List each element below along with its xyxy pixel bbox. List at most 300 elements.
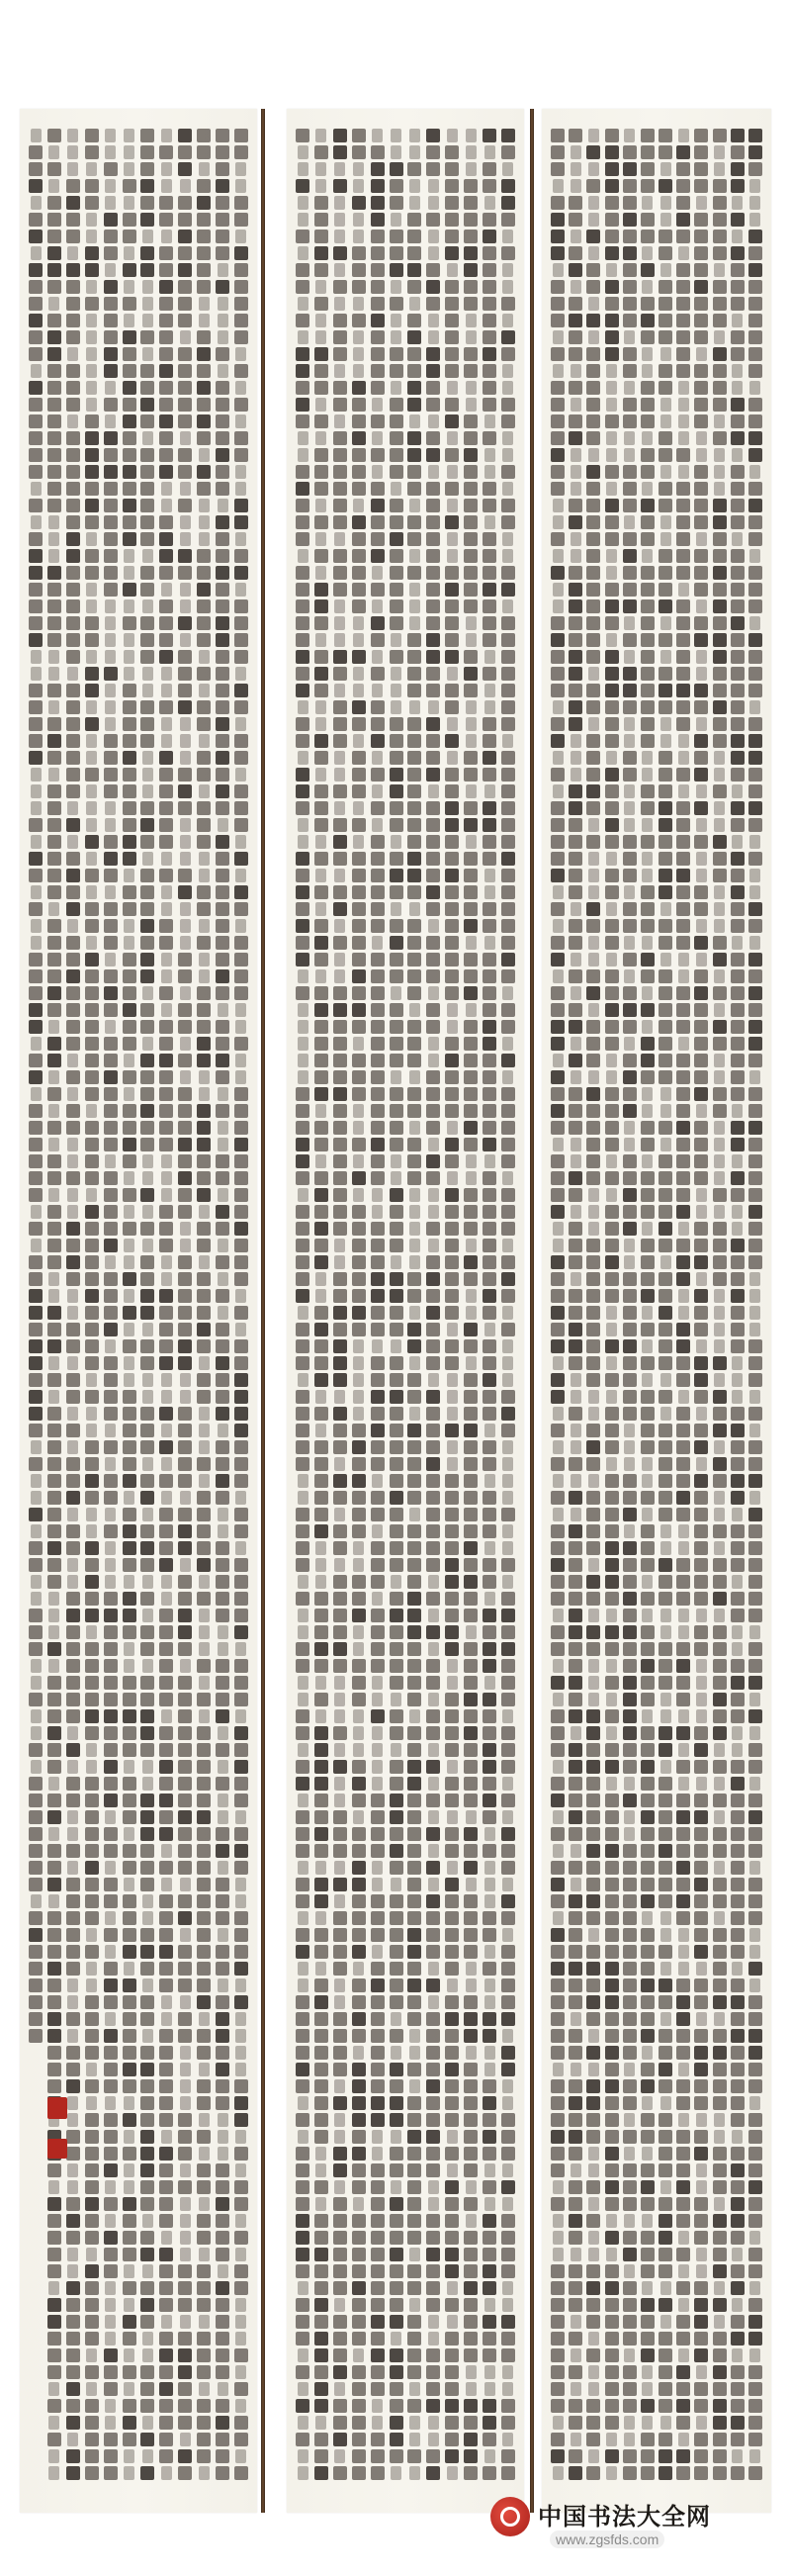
ink-glyph-mark: [352, 515, 366, 529]
ink-glyph-mark: [216, 2046, 229, 2060]
ink-glyph-mark: [641, 1894, 655, 1908]
ink-glyph-mark: [641, 1810, 655, 1824]
ink-glyph-mark: [569, 1625, 582, 1639]
ink-glyph-mark: [314, 986, 328, 1000]
ink-glyph-mark: [352, 1878, 366, 1891]
ink-glyph-mark: [47, 1693, 61, 1706]
ink-glyph-mark: [218, 1424, 228, 1437]
ink-glyph-mark: [660, 2180, 671, 2194]
ink-glyph-mark: [216, 1070, 229, 1084]
ink-glyph-mark: [483, 2348, 496, 2362]
ink-glyph-mark: [159, 1676, 173, 1690]
ink-glyph-mark: [748, 1373, 762, 1387]
ink-glyph-mark: [676, 1138, 690, 1151]
ink-glyph-mark: [605, 919, 619, 933]
ink-glyph-mark: [641, 2264, 655, 2278]
ink-glyph-mark: [371, 1625, 385, 1639]
ink-glyph-mark: [216, 1609, 229, 1622]
ink-glyph-mark: [314, 818, 328, 832]
ink-glyph-mark: [85, 1390, 99, 1404]
ink-glyph-mark: [605, 1289, 619, 1303]
ink-glyph-mark: [551, 1087, 565, 1101]
ink-glyph-mark: [159, 1894, 173, 1908]
ink-glyph-mark: [371, 835, 385, 849]
ink-glyph-mark: [659, 2147, 672, 2161]
ink-glyph-mark: [606, 1154, 617, 1168]
ink-glyph-mark: [216, 1020, 229, 1034]
ink-glyph-mark: [642, 2214, 653, 2228]
ink-glyph-mark: [676, 1020, 690, 1034]
ink-glyph-mark: [197, 885, 211, 899]
ink-glyph-mark: [407, 364, 421, 378]
ink-glyph-mark: [586, 1138, 600, 1151]
ink-glyph-mark: [352, 2433, 366, 2446]
ink-glyph-mark: [659, 1205, 672, 1219]
ink-glyph-mark: [178, 1844, 192, 1858]
ink-glyph-mark: [333, 145, 347, 159]
ink-glyph-mark: [334, 616, 345, 630]
ink-glyph-mark: [606, 1306, 617, 1320]
ink-glyph-mark: [159, 986, 173, 1000]
ink-glyph-mark: [694, 1524, 708, 1538]
ink-glyph-mark: [501, 1743, 515, 1757]
ink-glyph-mark: [298, 1306, 308, 1320]
ink-glyph-mark: [85, 902, 99, 916]
ink-glyph-mark: [29, 1373, 43, 1387]
ink-glyph-mark: [234, 1928, 248, 1942]
ink-glyph-mark: [605, 213, 619, 227]
ink-glyph-mark: [713, 314, 727, 327]
ink-glyph-mark: [140, 2130, 154, 2144]
ink-glyph-mark: [428, 1037, 439, 1051]
ink-glyph-mark: [694, 2433, 708, 2446]
ink-glyph-mark: [234, 2416, 248, 2430]
ink-glyph-mark: [159, 1928, 173, 1942]
ink-glyph-mark: [352, 1659, 366, 1673]
ink-glyph-mark: [178, 953, 192, 966]
ink-glyph-mark: [314, 1222, 328, 1236]
ink-glyph-mark: [390, 364, 403, 378]
ink-glyph-mark: [104, 2029, 118, 2043]
ink-glyph-mark: [333, 650, 347, 664]
ink-glyph-mark: [47, 633, 61, 647]
ink-glyph-mark: [569, 1104, 582, 1118]
ink-glyph-mark: [426, 2466, 440, 2480]
ink-glyph-mark: [197, 1289, 211, 1303]
ink-glyph-mark: [66, 869, 80, 882]
ink-glyph-mark: [67, 246, 78, 260]
ink-glyph-mark: [569, 717, 582, 731]
ink-glyph-mark: [234, 1777, 248, 1791]
ink-glyph-mark: [180, 852, 191, 866]
ink-glyph-mark: [464, 2079, 478, 2093]
ink-glyph-mark: [334, 1794, 345, 1807]
ink-glyph-mark: [85, 515, 99, 529]
ink-glyph-mark: [140, 2163, 154, 2177]
ink-glyph-mark: [426, 1440, 440, 1454]
ink-glyph-mark: [659, 1272, 672, 1286]
ink-glyph-mark: [464, 1138, 478, 1151]
ink-glyph-mark: [86, 1743, 97, 1757]
ink-glyph-mark: [352, 566, 366, 580]
ink-glyph-mark: [234, 2197, 248, 2211]
ink-glyph-mark: [586, 515, 600, 529]
ink-glyph-mark: [694, 549, 708, 563]
ink-glyph-mark: [407, 835, 421, 849]
ink-glyph-mark: [748, 431, 762, 445]
ink-glyph-mark: [483, 734, 496, 748]
ink-glyph-mark: [641, 398, 655, 412]
ink-glyph-mark: [731, 751, 745, 765]
ink-glyph-mark: [694, 2382, 708, 2396]
ink-glyph-mark: [47, 2298, 61, 2312]
ink-glyph-mark: [694, 1592, 708, 1606]
ink-glyph-mark: [409, 599, 420, 613]
ink-glyph-mark: [123, 263, 136, 277]
ink-glyph-mark: [371, 1440, 385, 1454]
ink-glyph-mark: [445, 1356, 459, 1370]
ink-glyph-mark: [124, 2130, 134, 2144]
ink-glyph-mark: [66, 599, 80, 613]
ink-glyph-mark: [334, 263, 345, 277]
ink-glyph-mark: [104, 1390, 118, 1404]
ink-glyph-mark: [569, 1457, 582, 1471]
ink-glyph-mark: [234, 1558, 248, 1572]
ink-glyph-mark: [29, 1171, 43, 1185]
ink-glyph-mark: [605, 1978, 619, 1992]
ink-glyph-mark: [296, 2433, 309, 2446]
ink-glyph-mark: [731, 1138, 745, 1151]
ink-glyph-mark: [678, 583, 689, 597]
ink-glyph-mark: [104, 499, 118, 512]
ink-glyph-mark: [48, 532, 59, 546]
ink-glyph-mark: [216, 2449, 229, 2463]
ink-glyph-mark: [445, 1911, 459, 1925]
ink-glyph-mark: [660, 1087, 671, 1101]
ink-glyph-mark: [748, 734, 762, 748]
ink-glyph-mark: [447, 1676, 458, 1690]
ink-glyph-mark: [676, 1978, 690, 1992]
ink-glyph-mark: [124, 2264, 134, 2278]
ink-glyph-mark: [371, 2046, 385, 2060]
ink-glyph-mark: [409, 902, 420, 916]
ink-glyph-mark: [371, 1255, 385, 1269]
ink-glyph-mark: [390, 230, 403, 243]
ink-glyph-mark: [605, 1592, 619, 1606]
ink-glyph-mark: [569, 515, 582, 529]
ink-glyph-mark: [104, 431, 118, 445]
ink-glyph-mark: [352, 1323, 366, 1336]
ink-glyph-mark: [178, 1794, 192, 1807]
ink-glyph-mark: [31, 801, 42, 815]
ink-glyph-mark: [623, 1087, 637, 1101]
ink-glyph-mark: [296, 2365, 309, 2379]
ink-glyph-mark: [623, 532, 637, 546]
ink-glyph-mark: [86, 784, 97, 798]
calligraphy-column: [313, 129, 329, 2493]
ink-glyph-mark: [218, 1121, 228, 1135]
ink-glyph-mark: [713, 717, 727, 731]
ink-glyph-mark: [641, 1625, 655, 1639]
ink-glyph-mark: [586, 1978, 600, 1992]
ink-glyph-mark: [390, 499, 403, 512]
ink-glyph-mark: [569, 1003, 582, 1017]
ink-glyph-mark: [218, 1003, 228, 1017]
ink-glyph-mark: [333, 784, 347, 798]
ink-glyph-mark: [426, 734, 440, 748]
ink-glyph-mark: [159, 1306, 173, 1320]
ink-glyph-mark: [85, 1138, 99, 1151]
ink-glyph-mark: [409, 1121, 420, 1135]
ink-glyph-mark: [623, 1676, 637, 1690]
ink-glyph-mark: [605, 515, 619, 529]
ink-glyph-mark: [606, 2466, 617, 2480]
ink-glyph-mark: [713, 2298, 727, 2312]
ink-glyph-mark: [553, 1054, 564, 1067]
ink-glyph-mark: [445, 398, 459, 412]
ink-glyph-mark: [296, 1272, 309, 1286]
ink-glyph-mark: [29, 684, 43, 697]
ink-glyph-mark: [466, 314, 477, 327]
ink-glyph-mark: [216, 1575, 229, 1589]
ink-glyph-mark: [352, 1205, 366, 1219]
ink-glyph-mark: [571, 1474, 581, 1488]
ink-glyph-mark: [641, 1760, 655, 1774]
ink-glyph-mark: [676, 515, 690, 529]
ink-glyph-mark: [623, 145, 637, 159]
ink-glyph-mark: [47, 1323, 61, 1336]
ink-glyph-mark: [314, 2466, 328, 2480]
ink-glyph-mark: [407, 2012, 421, 2026]
ink-glyph-mark: [483, 1508, 496, 1521]
ink-glyph-mark: [605, 2382, 619, 2396]
ink-glyph-mark: [696, 1659, 707, 1673]
ink-glyph-mark: [161, 1255, 172, 1269]
ink-glyph-mark: [426, 1676, 440, 1690]
ink-glyph-mark: [142, 1171, 153, 1185]
ink-glyph-mark: [586, 230, 600, 243]
ink-glyph-mark: [623, 1709, 637, 1723]
ink-glyph-mark: [606, 902, 617, 916]
ink-glyph-mark: [569, 2214, 582, 2228]
ink-glyph-mark: [314, 263, 328, 277]
ink-glyph-mark: [142, 1323, 153, 1336]
ink-glyph-mark: [445, 1928, 459, 1942]
ink-glyph-mark: [464, 1861, 478, 1875]
ink-glyph-mark: [641, 953, 655, 966]
ink-glyph-mark: [623, 1962, 637, 1976]
ink-glyph-mark: [296, 1171, 309, 1185]
ink-glyph-mark: [407, 784, 421, 798]
ink-glyph-mark: [235, 2315, 246, 2329]
ink-glyph-mark: [315, 2416, 326, 2430]
ink-glyph-mark: [180, 583, 191, 597]
ink-glyph-mark: [676, 499, 690, 512]
ink-glyph-mark: [588, 936, 599, 950]
ink-glyph-mark: [140, 818, 154, 832]
ink-glyph-mark: [605, 1575, 619, 1589]
ink-glyph-mark: [623, 314, 637, 327]
ink-glyph-mark: [623, 986, 637, 1000]
ink-glyph-mark: [445, 314, 459, 327]
ink-glyph-mark: [464, 263, 478, 277]
ink-glyph-mark: [48, 2466, 59, 2480]
ink-glyph-mark: [586, 2281, 600, 2295]
ink-glyph-mark: [47, 1962, 61, 1976]
ink-glyph-mark: [484, 1894, 495, 1908]
ink-glyph-mark: [732, 1104, 743, 1118]
ink-glyph-mark: [161, 1878, 172, 1891]
ink-glyph-mark: [315, 162, 326, 176]
ink-glyph-mark: [483, 768, 496, 782]
ink-glyph-mark: [66, 1104, 80, 1118]
ink-glyph-mark: [352, 1003, 366, 1017]
ink-glyph-mark: [483, 969, 496, 983]
ink-glyph-mark: [407, 1457, 421, 1471]
ink-glyph-mark: [586, 566, 600, 580]
ink-glyph-mark: [641, 230, 655, 243]
ink-glyph-mark: [314, 2046, 328, 2060]
ink-glyph-mark: [464, 869, 478, 882]
ink-glyph-mark: [334, 2382, 345, 2396]
ink-glyph-mark: [676, 801, 690, 815]
ink-glyph-mark: [197, 2079, 211, 2093]
ink-glyph-mark: [748, 969, 762, 983]
ink-glyph-mark: [605, 1928, 619, 1942]
ink-glyph-mark: [140, 1676, 154, 1690]
ink-glyph-mark: [353, 499, 364, 512]
ink-glyph-mark: [605, 1121, 619, 1135]
ink-glyph-mark: [624, 2433, 635, 2446]
ink-glyph-mark: [31, 936, 42, 950]
ink-glyph-mark: [333, 1911, 347, 1925]
ink-glyph-mark: [605, 1911, 619, 1925]
ink-glyph-mark: [298, 1794, 308, 1807]
ink-glyph-mark: [571, 1070, 581, 1084]
ink-glyph-mark: [659, 583, 672, 597]
ink-glyph-mark: [159, 2096, 173, 2110]
ink-glyph-mark: [713, 1390, 727, 1404]
ink-glyph-mark: [391, 633, 401, 647]
ink-glyph-mark: [197, 700, 211, 714]
ink-glyph-mark: [234, 1760, 248, 1774]
ink-glyph-mark: [352, 2147, 366, 2161]
ink-glyph-mark: [694, 2147, 708, 2161]
ink-glyph-mark: [371, 1070, 385, 1084]
ink-glyph-mark: [605, 414, 619, 428]
ink-glyph-mark: [502, 1491, 513, 1505]
ink-glyph-mark: [407, 2180, 421, 2194]
ink-glyph-mark: [104, 2382, 118, 2396]
ink-glyph-mark: [371, 1457, 385, 1471]
ink-glyph-mark: [731, 969, 745, 983]
ink-glyph-mark: [161, 2012, 172, 2026]
ink-glyph-mark: [694, 499, 708, 512]
ink-glyph-mark: [314, 1373, 328, 1387]
ink-glyph-mark: [749, 1289, 760, 1303]
ink-glyph-mark: [731, 2399, 745, 2413]
ink-glyph-mark: [66, 196, 80, 210]
ink-glyph-mark: [314, 246, 328, 260]
ink-glyph-mark: [67, 1508, 78, 1521]
ink-glyph-mark: [426, 1070, 440, 1084]
ink-glyph-mark: [749, 616, 760, 630]
ink-glyph-mark: [678, 2113, 689, 2127]
ink-glyph-mark: [178, 768, 192, 782]
ink-glyph-mark: [123, 818, 136, 832]
ink-glyph-mark: [48, 1188, 59, 1202]
ink-glyph-mark: [216, 1289, 229, 1303]
ink-glyph-mark: [588, 1474, 599, 1488]
ink-glyph-mark: [696, 852, 707, 866]
ink-glyph-mark: [47, 2214, 61, 2228]
ink-glyph-mark: [606, 1356, 617, 1370]
calligraphy-panel-left: [20, 109, 257, 2513]
ink-glyph-mark: [483, 129, 496, 142]
ink-glyph-mark: [178, 1978, 192, 1992]
ink-glyph-mark: [85, 566, 99, 580]
ink-glyph-mark: [553, 1440, 564, 1454]
ink-glyph-mark: [161, 2315, 172, 2329]
ink-glyph-mark: [296, 2079, 309, 2093]
ink-glyph-mark: [428, 919, 439, 933]
ink-glyph-mark: [159, 246, 173, 260]
ink-glyph-mark: [501, 246, 515, 260]
ink-glyph-mark: [659, 1592, 672, 1606]
ink-glyph-mark: [334, 969, 345, 983]
ink-glyph-mark: [140, 616, 154, 630]
ink-glyph-mark: [159, 2399, 173, 2413]
ink-glyph-mark: [161, 2130, 172, 2144]
ink-glyph-mark: [407, 1087, 421, 1101]
calligraphy-column: [332, 129, 348, 2493]
ink-glyph-mark: [694, 986, 708, 1000]
ink-glyph-mark: [66, 1894, 80, 1908]
ink-glyph-mark: [501, 1625, 515, 1639]
ink-glyph-mark: [660, 2096, 671, 2110]
ink-glyph-mark: [159, 263, 173, 277]
ink-glyph-mark: [314, 2315, 328, 2329]
ink-glyph-mark: [426, 1255, 440, 1269]
ink-glyph-mark: [464, 969, 478, 983]
ink-glyph-mark: [483, 1407, 496, 1421]
ink-glyph-mark: [605, 2281, 619, 2295]
ink-glyph-mark: [571, 1272, 581, 1286]
ink-glyph-mark: [407, 1339, 421, 1353]
ink-glyph-mark: [484, 2197, 495, 2211]
ink-glyph-mark: [407, 2348, 421, 2362]
ink-glyph-mark: [159, 1323, 173, 1336]
ink-glyph-mark: [586, 364, 600, 378]
ink-glyph-mark: [748, 2046, 762, 2060]
ink-glyph-mark: [159, 1524, 173, 1538]
ink-glyph-mark: [372, 1339, 383, 1353]
calligraphy-column: [550, 129, 566, 2493]
ink-glyph-mark: [390, 1592, 403, 1606]
ink-glyph-mark: [624, 616, 635, 630]
ink-glyph-mark: [483, 1070, 496, 1084]
ink-glyph-mark: [47, 162, 61, 176]
ink-glyph-mark: [142, 2332, 153, 2346]
ink-glyph-mark: [85, 969, 99, 983]
ink-glyph-mark: [714, 162, 725, 176]
ink-glyph-mark: [216, 2348, 229, 2362]
ink-glyph-mark: [484, 2046, 495, 2060]
ink-glyph-mark: [296, 1508, 309, 1521]
ink-glyph-mark: [104, 246, 118, 260]
ink-glyph-mark: [180, 734, 191, 748]
ink-glyph-mark: [352, 1575, 366, 1589]
